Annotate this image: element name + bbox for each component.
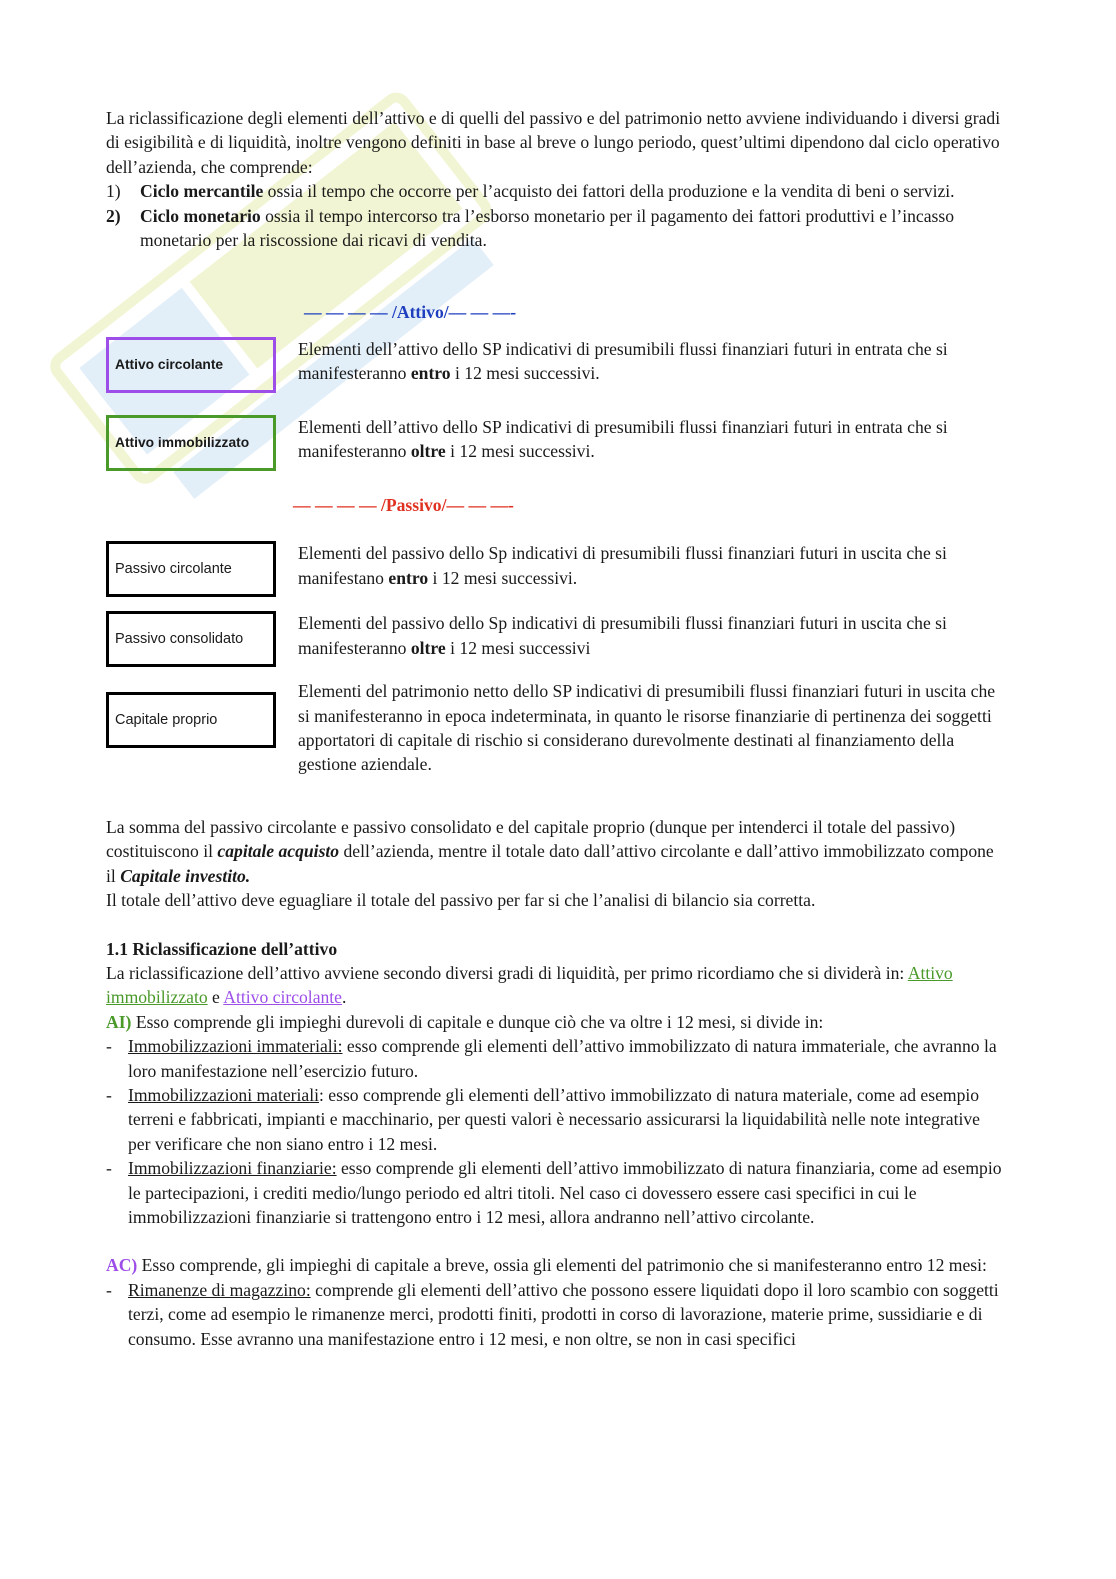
item-term: Rimanenze di magazzino: <box>128 1279 311 1300</box>
definition-bold: entro <box>410 363 451 384</box>
definition-text: i 12 mesi successivi. <box>450 363 600 384</box>
passivo-consolidato-definition <box>298 611 1006 660</box>
attivo-heading: — — — — /Attivo/— — —- <box>304 302 517 323</box>
section-intro-text: La riclassificazione dell’attivo avviene secondo diversi gradi di liquidità, per primo ricordiamo che si dividerà in: <box>106 962 908 983</box>
cycle-list <box>106 179 1006 252</box>
def-row-passivo-consolidato <box>106 611 1006 667</box>
ac-list <box>106 1278 1006 1351</box>
definition-text: i 12 mesi successivi. <box>445 441 595 462</box>
list-item <box>106 1034 1006 1083</box>
list-item <box>106 179 1006 203</box>
list-item <box>106 204 1006 253</box>
definition-text: i 12 mesi successivi. <box>428 567 578 588</box>
definition-text: Elementi dell’attivo dello SP indicativi di presumibili flussi finanziari futuri in entrata che si manifesteranno <box>298 338 948 384</box>
attivo-circolante-definition <box>298 337 1006 386</box>
dash-bullet: - <box>106 1084 112 1105</box>
dash-bullet: - <box>106 1158 112 1179</box>
passivo-consolidato-box: Passivo consolidato <box>106 611 276 667</box>
list-item <box>106 1083 1006 1156</box>
section-intro-text: . <box>342 987 347 1008</box>
section-intro <box>106 961 1006 1010</box>
definition-text: Elementi dell’attivo dello SP indicativi di presumibili flussi finanziari futuri in entrata che si manifesteranno <box>298 416 948 462</box>
summary-paragraph-2: Il totale dell’attivo deve eguagliare il totale del passivo per far si che l’analisi di bilancio sia corretta. <box>106 890 816 911</box>
passivo-heading: — — — — /Passivo/— — —- <box>293 494 514 515</box>
ai-text: Esso comprende gli impieghi durevoli di capitale e dunque ciò che va oltre i 12 mesi, si divide in: <box>131 1011 824 1032</box>
definition-bold: entro <box>388 567 429 588</box>
list-number: 2) <box>106 205 121 226</box>
attivo-immobilizzato-link[interactable]: Attivo immobilizzato <box>106 962 953 1008</box>
list-item <box>106 1278 1006 1351</box>
def-row-attivo-immobilizzato <box>106 415 1006 471</box>
item-term: Immobilizzazioni materiali <box>128 1084 320 1105</box>
def-row-attivo-circolante <box>106 337 1006 393</box>
list-item <box>106 1156 1006 1229</box>
ai-paragraph <box>106 1010 1006 1034</box>
def-row-capitale-proprio <box>106 679 1006 777</box>
item-text: comprende gli elementi dell’attivo che possono essere liquidati dopo il loro scambio con soggetti terzi, come ad esempio le rimanenze merci, prodotti finiti, prodotti in corso di lavorazione, materie prime, sussidiarie e di consumo. Esse avranno una manifestazione entro i 12 mesi, e non oltre, se non in casi specifici <box>128 1279 999 1349</box>
intro-paragraph: La riclassificazione degli elementi dell’attivo e di quelli del passivo e del patrimonio netto avviene individuando i diversi gradi di esigibilità e di liquidità, inoltre vengono definiti in base al breve o lungo periodo, quest’ultimi dipendono dal ciclo operativo dell’azienda, che comprende: <box>106 108 1001 177</box>
item-text: esso comprende gli elementi dell’attivo immobilizzato di natura immateriale, che avranno la loro manifestazione nell’esercizio futuro. <box>128 1036 997 1081</box>
section-title: 1.1 Riclassificazione dell’attivo <box>106 938 338 959</box>
summary-text: dell’azienda, mentre il totale dato dall’attivo circolante e dall’attivo immobilizzato compone il <box>106 841 994 886</box>
item-term: Immobilizzazioni finanziarie: <box>128 1158 337 1179</box>
passivo-circolante-definition <box>298 541 1006 590</box>
dash-bullet: - <box>106 1036 112 1057</box>
list-number: 1) <box>106 181 121 202</box>
item-text: esso comprende gli elementi dell’attivo immobilizzato di natura finanziaria, come ad esempio le partecipazioni, i crediti medio/lungo periodo ed altri titoli. Nel caso ci dovessero essere casi specifici in cui le immobilizzazioni finanziarie si trattengono entro i 12 mesi, allora andranno nell’attivo circolante. <box>128 1158 1002 1227</box>
attivo-immobilizzato-box: Attivo immobilizzato <box>106 415 276 471</box>
attivo-circolante-link[interactable]: Attivo circolante <box>223 987 342 1008</box>
capitale-proprio-box: Capitale proprio <box>106 692 276 748</box>
definition-bold: oltre <box>410 441 446 462</box>
summary-paragraph <box>106 815 1006 888</box>
cycle-text: ossia il tempo intercorso tra l’esborso monetario per il pagamento dei fattori produttivi e l’incasso monetario per la riscossione dai ricavi di vendita. <box>140 205 954 251</box>
definition-bold: oltre <box>410 637 446 658</box>
definition-text: Elementi del passivo dello Sp indicativi di presumibili flussi finanziari futuri in uscita che si manifesteranno <box>298 613 947 658</box>
section-intro-text: e <box>207 987 224 1008</box>
ac-label: AC) <box>106 1255 138 1276</box>
ai-label: AI) <box>106 1011 132 1032</box>
cycle-term: Ciclo monetario <box>140 205 261 226</box>
def-row-passivo-circolante <box>106 541 1006 597</box>
cycle-text: ossia il tempo che occorre per l’acquisto dei fattori della produzione e la vendita di beni o servizi. <box>263 181 955 202</box>
attivo-immobilizzato-definition <box>298 415 1006 464</box>
capitale-proprio-definition: Elementi del patrimonio netto dello SP indicativi di presumibili flussi finanziari futuri in uscita che si manifesteranno in epoca indeterminata, in quanto le risorse finanziarie di pertinenza dei soggetti apportatori di capitale di rischio si considerano durevolmente destinati al finanziamento della gestione aziendale. <box>298 681 996 775</box>
summary-emphasis: capitale acquisto <box>217 841 340 862</box>
dash-bullet: - <box>106 1279 112 1300</box>
ac-text: Esso comprende, gli impieghi di capitale a breve, ossia gli elementi del patrimonio che si manifesteranno entro 12 mesi: <box>137 1255 987 1276</box>
summary-emphasis: Capitale investito. <box>120 865 251 886</box>
page-content <box>106 106 1006 1351</box>
summary-text: La somma del passivo circolante e passivo consolidato e del capitale proprio (dunque per intenderci il totale del passivo) costituiscono il <box>106 816 956 862</box>
cycle-term: Ciclo mercantile <box>140 181 264 202</box>
definition-text: Elementi del passivo dello Sp indicativi di presumibili flussi finanziari futuri in uscita che si manifestano <box>298 543 947 588</box>
ai-list <box>106 1034 1006 1229</box>
ac-paragraph <box>106 1253 1006 1277</box>
item-text: : esso comprende gli elementi dell’attivo immobilizzato di natura materiale, come ad esempio terreni e fabbricati, impianti e macchinario, per questi valori è necessario assicurarsi la liquidabilità nelle note integrative per verificare che non siano entro i 12 mesi. <box>128 1084 980 1154</box>
passivo-circolante-box: Passivo circolante <box>106 541 276 597</box>
definition-text: i 12 mesi successivi <box>445 637 591 658</box>
item-term: Immobilizzazioni immateriali: <box>128 1036 343 1057</box>
attivo-circolante-box: Attivo circolante <box>106 337 276 393</box>
